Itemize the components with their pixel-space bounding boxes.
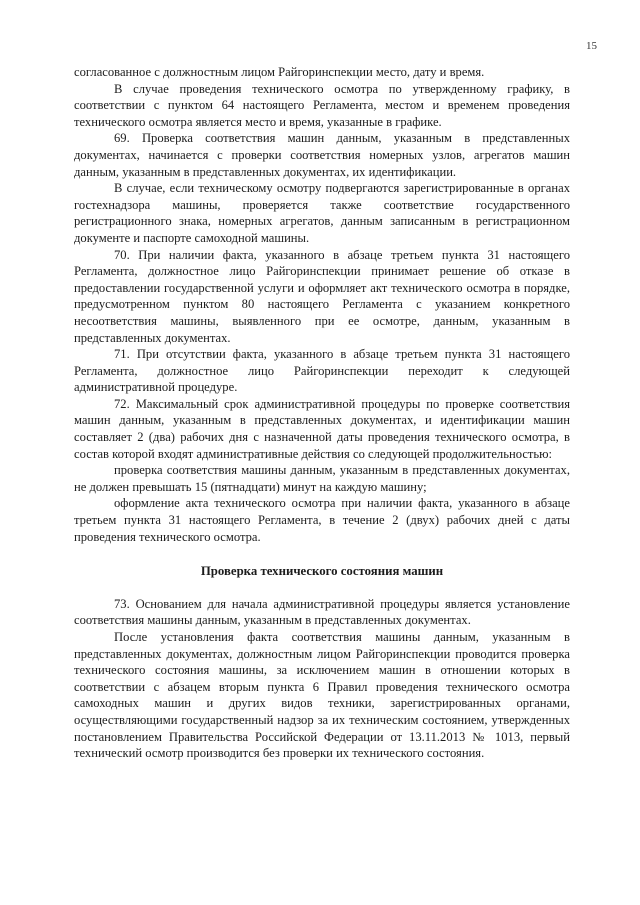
- paragraph: В случае проведения технического осмотра по утвержденному графику, в соответствии с пунктом 64 настоящего Регламента, местом и временем проведения технического осмотра является место и время, указанные в графике.: [74, 81, 570, 129]
- paragraph: После установления факта соответствия машины данным, указанным в представленных документах, должностным лицом Райгоринспекции проводится проверка технического состояния машины, за исключением машин в отношении которых в соответствии с абзацем вторым пункта 6 Правил проведения технического осмотра самоходных машин и других видов техники, зарегистрированных органами, осуществляющими государственный надзор за их техническим состоянием, утвержденных постановлением Правительства Российской Федерации от 13.11.2013 № 1013, первый технический осмотр производится без проверки их технического состояния.: [74, 630, 570, 761]
- page-number: 15: [586, 40, 597, 52]
- paragraph: согласованное с должностным лицом Райгоринспекции место, дату и время.: [74, 65, 485, 79]
- paragraph: оформление акта технического осмотра при наличии факта, указанного в абзаце третьем пункта 31 настоящего Регламента, в течение 2 (двух) рабочих дней с даты проведения технического осмотра.: [74, 496, 570, 544]
- document-body: [74, 64, 570, 762]
- paragraph: проверка соответствия машины данным, указанным в представленных документах, не должен превышать 15 (пятнадцати) минут на каждую машину;: [74, 463, 570, 494]
- section-title: Проверка технического состояния машин: [200, 564, 444, 579]
- paragraph: В случае, если техническому осмотру подвергаются зарегистрированные в органах гостехнадзора машины, проверяется также соответствие государственного регистрационного знака, номерных агрегатов, данным записанным в регистрационном документе и паспорте самоходной машины.: [74, 181, 570, 245]
- paragraph: 73. Основанием для начала административной процедуры является установление соответствия машины данным, указанным в представленных документах.: [74, 596, 570, 628]
- paragraph: 71. При отсутствии факта, указанного в абзаце третьем пункта 31 настоящего Регламента, должностное лицо Райгоринспекции переходит к следующей административной процедуре.: [74, 347, 570, 395]
- paragraph: 69. Проверка соответствия машин данным, указанным в представленных документах, начинается с проверки соответствия номерных узлов, агрегатов машин данным, указанным в представленных документах, их идентификации.: [74, 131, 570, 179]
- paragraph: 72. Максимальный срок административной процедуры по проверке соответствия машин данным, указанным в представленных документах, и идентификации машин составляет 2 (два) рабочих дня с назначенной даты проведения технического осмотра, в состав которой входят административные действия со следующей продолжительностью:: [74, 396, 570, 461]
- paragraph: 70. При наличии факта, указанного в абзаце третьем пункта 31 настоящего Регламента, должностное лицо Райгоринспекции принимает решение об отказе в предоставлении государственной услуги и оформляет акт технического осмотра в порядке, предусмотренном пунктом 80 настоящего Регламента с указанием конкретного несоответствия машины, выявленного при ее осмотре, данным, указанным в представленных документах.: [74, 247, 570, 345]
